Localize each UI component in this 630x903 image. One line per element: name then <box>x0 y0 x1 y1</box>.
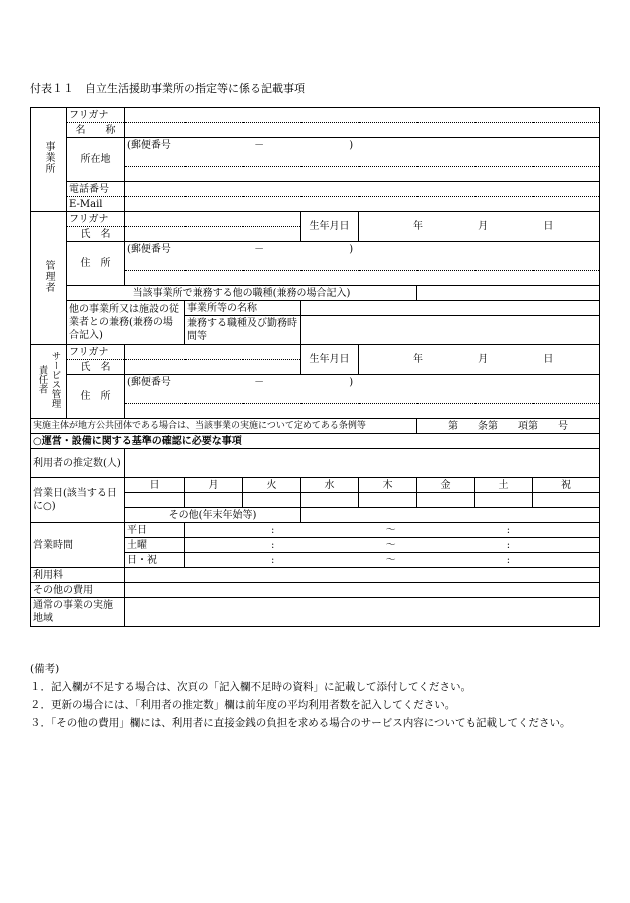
day-mon: 月 <box>185 478 243 493</box>
manager-furigana-field[interactable] <box>125 212 301 227</box>
office-name-field[interactable] <box>125 123 600 138</box>
day-thu: 木 <box>359 478 417 493</box>
ordinance-field[interactable]: 第 条第 項第 号 <box>417 419 600 434</box>
saturday-hours-field[interactable]: : ～ : <box>185 538 600 553</box>
day-wed-check[interactable] <box>301 493 359 508</box>
service-manager-section-label: サービス管理責任者 <box>31 345 67 419</box>
office-address-label: 所在地 <box>67 138 125 182</box>
note-item: ２．更新の場合には、「利用者の推定数」欄は前年度の平均利用者数を記入してください。 <box>30 699 456 711</box>
sm-furigana-label: フリガナ <box>67 345 125 360</box>
manager-name-label: 氏 名 <box>67 227 125 242</box>
manager-address-field[interactable] <box>125 256 600 271</box>
day-wed: 水 <box>301 478 359 493</box>
office-name-label: 名 称 <box>67 123 125 138</box>
day-holiday: 祝 <box>533 478 600 493</box>
saturday-label: 土曜 <box>125 538 185 553</box>
office-section-label: 事業所 <box>31 108 67 212</box>
sunday-holiday-label: 日・祝 <box>125 553 185 568</box>
notes-heading: (備考) <box>30 663 60 675</box>
business-days-label: 営業日(該当する日に○) <box>31 478 125 523</box>
office-email-label: E-Mail <box>67 197 125 212</box>
sm-birth-field[interactable]: 年 月 日 <box>359 345 600 375</box>
manager-other-job-label: 当該事業所で兼務する他の職種(兼務の場合記入) <box>67 286 417 301</box>
day-fri: 金 <box>417 478 475 493</box>
manager-birth-label: 生年月日 <box>301 212 359 242</box>
sm-birth-label: 生年月日 <box>301 345 359 375</box>
day-thu-check[interactable] <box>359 493 417 508</box>
day-tue-check[interactable] <box>243 493 301 508</box>
operations-header: ○運営・設備に関する基準の確認に必要な事項 <box>31 434 600 449</box>
day-fri-check[interactable] <box>417 493 475 508</box>
sm-name-label: 氏 名 <box>67 360 125 375</box>
sm-postal-row[interactable]: (郵便番号 － ) <box>125 375 600 390</box>
manager-job-hours-label: 兼務する職種及び勤務時間等 <box>185 316 301 345</box>
office-phone-field[interactable] <box>125 182 600 197</box>
other-costs-field[interactable] <box>125 583 600 598</box>
manager-address-field-2[interactable] <box>125 271 600 286</box>
note-item: ３．「その他の費用」欄には、利用者に直接金銭の負担を求める場合のサービス内容についても記載してください。 <box>30 717 571 729</box>
day-sat-check[interactable] <box>475 493 533 508</box>
other-days-field[interactable] <box>301 508 600 523</box>
manager-birth-field[interactable]: 年 月 日 <box>359 212 600 242</box>
manager-office-name-field[interactable] <box>301 301 600 316</box>
other-costs-label: その他の費用 <box>31 583 125 598</box>
office-email-field[interactable] <box>125 197 600 212</box>
office-furigana-field[interactable] <box>125 108 600 123</box>
manager-section-label: 管理者 <box>31 212 67 345</box>
sm-address-label: 住 所 <box>67 375 125 419</box>
fee-field[interactable] <box>125 568 600 583</box>
manager-other-job-field[interactable] <box>417 286 600 301</box>
users-label: 利用者の推定数(人) <box>31 449 125 478</box>
users-field[interactable] <box>125 449 600 478</box>
weekday-hours-field[interactable]: : ～ : <box>185 523 600 538</box>
manager-concurrent-label: 他の事業所又は施設の従業者との兼務(兼務の場合記入) <box>67 301 185 345</box>
sm-furigana-field[interactable] <box>125 345 301 360</box>
sm-address-field-2[interactable] <box>125 404 600 419</box>
other-days-label: その他(年末年始等) <box>125 508 301 523</box>
manager-postal-row[interactable]: (郵便番号 － ) <box>125 242 600 257</box>
weekday-label: 平日 <box>125 523 185 538</box>
notes <box>30 660 600 732</box>
area-field[interactable] <box>125 598 600 627</box>
manager-name-field[interactable] <box>125 227 301 242</box>
manager-job-hours-field[interactable] <box>301 316 600 345</box>
application-form <box>30 107 600 627</box>
office-postal-row[interactable]: (郵便番号 － ) <box>125 138 600 153</box>
sm-name-field[interactable] <box>125 360 301 375</box>
manager-office-name-label: 事業所等の名称 <box>185 301 301 316</box>
day-sat: 土 <box>475 478 533 493</box>
ordinance-label: 実施主体が地方公共団体である場合は、当該事業の実施について定めてある条例等 <box>31 419 417 434</box>
day-sun-check[interactable] <box>125 493 185 508</box>
day-holiday-check[interactable] <box>533 493 600 508</box>
note-item: １．記入欄が不足する場合は、次頁の「記入欄不足時の資料」に記載して添付してください。 <box>30 681 471 693</box>
hours-label: 営業時間 <box>31 523 125 568</box>
office-address-field[interactable] <box>125 152 600 167</box>
area-label: 通常の事業の実施地域 <box>31 598 125 627</box>
fee-label: 利用料 <box>31 568 125 583</box>
sm-address-field[interactable] <box>125 389 600 404</box>
office-furigana-label: フリガナ <box>67 108 125 123</box>
manager-address-label: 住 所 <box>67 242 125 286</box>
office-phone-label: 電話番号 <box>67 182 125 197</box>
form-title: 付表１１ 自立生活援助事業所の指定等に係る記載事項 <box>30 82 305 95</box>
day-tue: 火 <box>243 478 301 493</box>
day-sun: 日 <box>125 478 185 493</box>
day-mon-check[interactable] <box>185 493 243 508</box>
manager-furigana-label: フリガナ <box>67 212 125 227</box>
office-address-field-2[interactable] <box>125 167 600 182</box>
sunday-holiday-hours-field[interactable]: : ～ : <box>185 553 600 568</box>
